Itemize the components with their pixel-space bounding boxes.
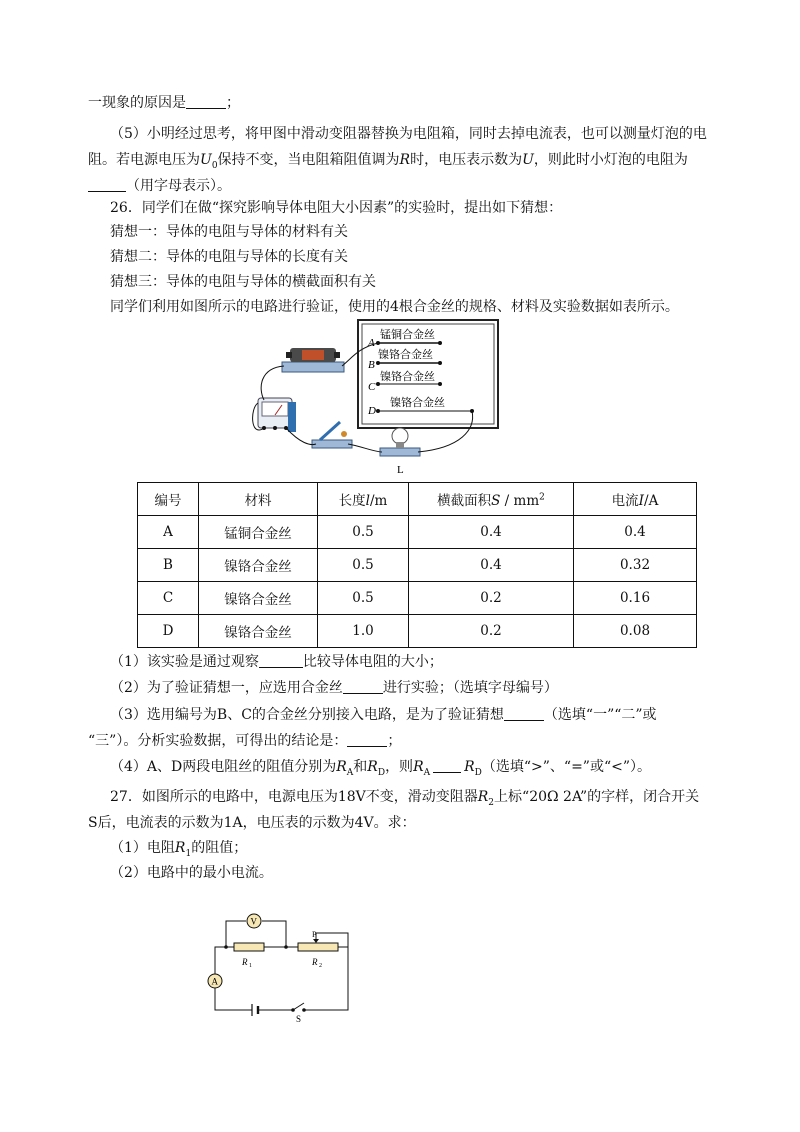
q27-sub1: （1）电阻$R_1$的阻值； (110, 840, 248, 859)
q26-guess-2: 猜想二：导体的电阻与导体的长度有关 (110, 249, 348, 265)
q25-part5-line1: （5）小明经过思考，将甲图中滑动变阻器替换为电阻箱，同时去掉电流表，也可以测量灯泡的电 (110, 126, 707, 142)
q25-part5-line3: （用字母表示）。 (88, 176, 231, 196)
table-row: B 镍铬合金丝 0.5 0.4 0.32 (138, 549, 697, 582)
answer-blank[interactable] (347, 732, 387, 747)
q25-cont-text: 一现象的原因是 (88, 95, 186, 111)
q26-data-table (137, 482, 697, 648)
q26-circuit-figure (240, 318, 510, 478)
switch-s-label: S (296, 1014, 302, 1024)
header-cell: 材料 (199, 483, 318, 516)
q25-part5-line2: 阻。若电源电压为$U_0$保持不变，当电阻箱阻值调为R时，电压表示数为U，则此时小灯泡的电阻为 (88, 152, 688, 171)
q27-sub2: （2）电路中的最小电流。 (110, 865, 273, 881)
answer-blank[interactable] (433, 758, 461, 773)
wire-C-label: 镍铬合金丝 (380, 371, 435, 383)
ammeter-icon (208, 974, 222, 988)
q26-sub4: （4）A、D两段电阻丝的阻值分别为$R_A$和$R_D$，则$R_A$ $R_D$（选填“>”、“=”或“<”）。 (110, 759, 652, 778)
table-row: C 镍铬合金丝 0.5 0.2 0.16 (138, 582, 697, 615)
table-row: D 镍铬合金丝 1.0 0.2 0.08 (138, 615, 697, 648)
switch (312, 422, 352, 448)
svg-text:B: B (368, 359, 375, 371)
q25-continuation: 一现象的原因是 ； (88, 95, 240, 111)
voltmeter-icon (247, 914, 261, 928)
svg-text:A: A (368, 337, 375, 349)
q26-sub3-line1: （3）选用编号为B、C的合金丝分别接入电路，是为了验证猜想 （选填“一”“二”或 (110, 707, 657, 723)
svg-text:C: C (368, 381, 376, 393)
rheostat-r2 (298, 930, 338, 969)
q26-sub2: （2）为了验证猜想一，应选用合金丝 进行实验；（选填字母编号） (110, 680, 558, 696)
wire-D-label: 镍铬合金丝 (390, 397, 445, 409)
table-row: A 锰铜合金丝 0.5 0.4 0.4 (138, 516, 697, 549)
svg-text:V: V (250, 916, 257, 927)
battery-box (282, 348, 344, 372)
resistor-r1 (226, 943, 264, 969)
q26-guess-1: 猜想一：导体的电阻与导体的材料有关 (110, 224, 348, 240)
ammeter (258, 398, 296, 432)
header-cell: 长度l/m (318, 483, 409, 516)
answer-blank[interactable] (343, 679, 383, 694)
q26-guess-3: 猜想三：导体的电阻与导体的横截面积有关 (110, 274, 376, 290)
header-cell: 电流I/A (574, 483, 697, 516)
answer-blank[interactable] (504, 706, 544, 721)
q26-sub1: （1）该实验是通过观察 比较导体电阻的大小； (110, 654, 443, 670)
answer-blank[interactable] (186, 94, 226, 109)
header-cell: 横截面积S / $mm^2$ (409, 483, 574, 516)
svg-text:D: D (368, 405, 376, 417)
q27-circuit-diagram (200, 905, 360, 1025)
slider-p-label: P (312, 930, 317, 939)
wire-A-label: 锰铜合金丝 (380, 329, 435, 341)
battery-icon (252, 1004, 258, 1016)
svg-text:A: A (211, 976, 218, 987)
answer-blank[interactable] (88, 177, 126, 192)
svg-text:R: R (242, 957, 248, 967)
svg-text:R: R (312, 957, 318, 967)
svg-text:1: 1 (249, 963, 252, 969)
wire-B-label: 镍铬合金丝 (378, 349, 433, 361)
q27-line1: 27．如图所示的电路中，电源电压为18V不变，滑动变阻器$R_2$上标“20Ω 2A”的字样，闭合开关 (110, 789, 700, 808)
header-cell: 编号 (138, 483, 199, 516)
lamp-label: L (397, 464, 404, 476)
svg-text:2: 2 (319, 963, 322, 969)
switch-s (291, 1003, 306, 1024)
q26-intro: 同学们利用如图所示的电路进行验证，使用的4根合金丝的规格、材料及实验数据如表所示。 (110, 299, 679, 315)
q26-title: 26．同学们在做“探究影响导体电阻大小因素”的实验时，提出如下猜想： (110, 200, 563, 216)
lamp (380, 428, 420, 476)
q26-sub3-line2: “三”）。分析实验数据，可得出的结论是： ； (88, 733, 402, 749)
q27-line2: S后，电流表的示数为1A，电压表的示数为4V。求： (88, 815, 416, 831)
answer-blank[interactable] (259, 653, 303, 668)
table-header-row (138, 483, 697, 516)
